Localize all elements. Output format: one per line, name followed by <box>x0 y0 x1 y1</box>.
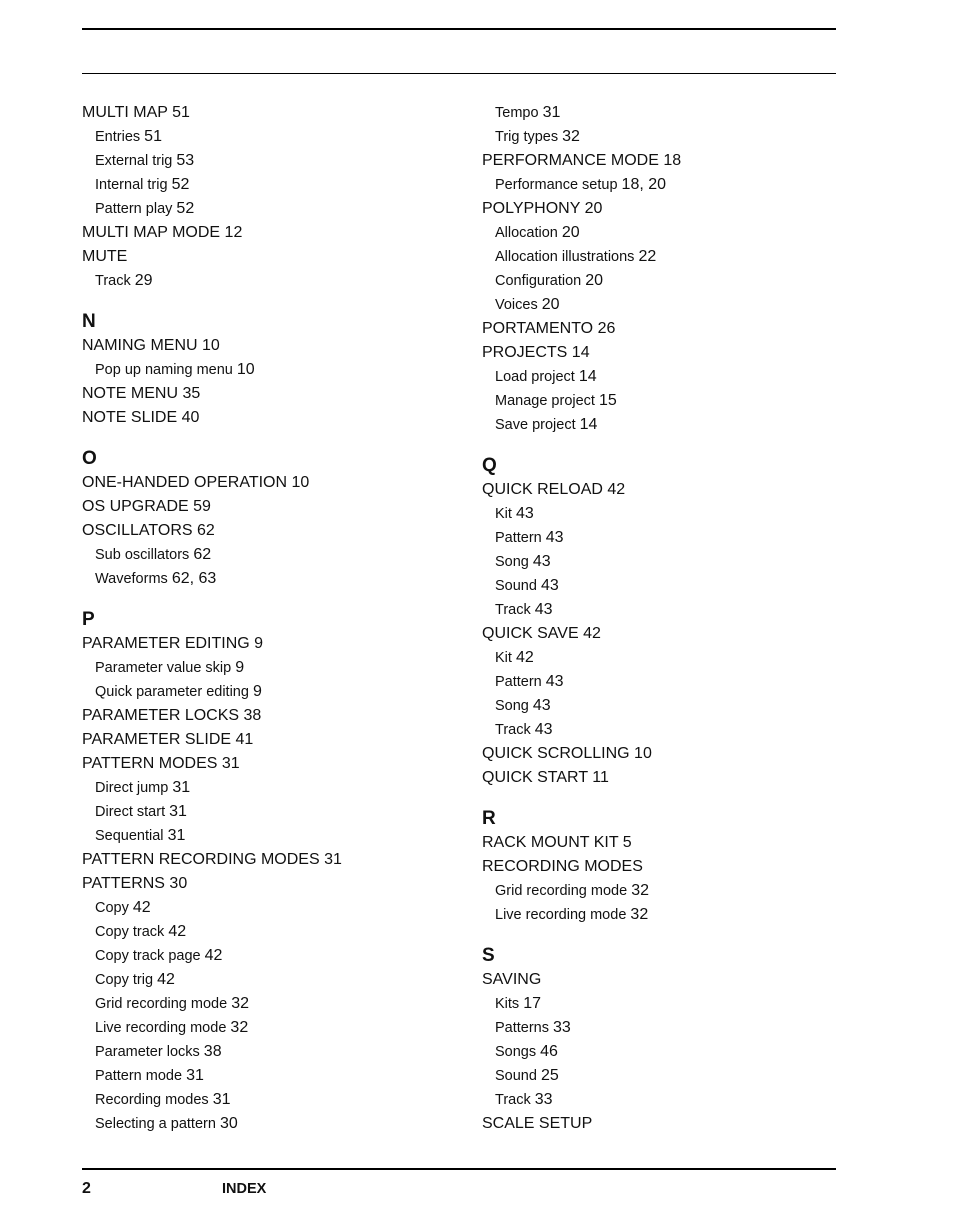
entry-page-ref: 33 <box>534 1091 553 1108</box>
entry-page-ref: 53 <box>176 152 195 169</box>
entry-page-ref: 9 <box>254 635 264 652</box>
index-subentry <box>82 800 462 824</box>
index-subentry <box>82 358 462 382</box>
entry-page-ref: 14 <box>571 344 590 361</box>
footer-section-title: INDEX <box>222 1181 267 1197</box>
entry-term: Pattern <box>495 530 542 546</box>
entry-page-ref: 20 <box>585 272 604 289</box>
entry-page-ref: 41 <box>235 731 254 748</box>
entry-term: Parameter locks <box>95 1044 200 1060</box>
header-rule-bottom <box>82 73 836 74</box>
entry-term: Recording modes <box>95 1092 209 1108</box>
entry-page-ref: 31 <box>542 104 561 121</box>
index-entry <box>82 101 462 125</box>
index-subentry <box>482 718 862 742</box>
index-subentry <box>82 968 462 992</box>
index-subentry <box>82 269 462 293</box>
index-subentry <box>482 1088 862 1112</box>
index-entry <box>482 742 862 766</box>
entry-term: MULTI MAP MODE <box>82 224 221 241</box>
entry-term: PATTERN RECORDING MODES <box>82 851 320 868</box>
entry-term: Waveforms <box>95 571 168 587</box>
entry-term: Manage project <box>495 393 595 409</box>
entry-term: PATTERNS <box>82 875 165 892</box>
index-entry <box>482 622 862 646</box>
index-subentry <box>482 365 862 389</box>
entry-page-ref: 9 <box>235 659 245 676</box>
index-subentry <box>482 550 862 574</box>
entry-term: MUTE <box>82 248 128 265</box>
entry-term: Kits <box>495 996 520 1012</box>
entry-term: QUICK START <box>482 769 588 786</box>
entry-term: PARAMETER LOCKS <box>82 707 240 724</box>
entry-term: PARAMETER SLIDE <box>82 731 232 748</box>
index-subentry <box>82 680 462 704</box>
entry-page-ref: 42 <box>168 923 187 940</box>
entry-term: External trig <box>95 153 173 169</box>
entry-term: Patterns <box>495 1020 549 1036</box>
index-column-left <box>82 101 462 1136</box>
entry-term: PERFORMANCE MODE <box>482 152 659 169</box>
entry-page-ref: 31 <box>212 1091 231 1108</box>
index-subentry <box>82 776 462 800</box>
entry-term: Track <box>95 273 131 289</box>
index-entry <box>82 728 462 752</box>
entry-page-ref: 43 <box>540 577 559 594</box>
index-entry <box>482 766 862 790</box>
entry-page-ref: 31 <box>167 827 186 844</box>
entry-page-ref: 43 <box>532 553 551 570</box>
entry-term: Selecting a pattern <box>95 1116 216 1132</box>
entry-term: PATTERN MODES <box>82 755 218 772</box>
index-entry <box>82 848 462 872</box>
entry-term: Performance setup <box>495 177 618 193</box>
entry-page-ref: 22 <box>638 248 657 265</box>
entry-page-ref: 43 <box>515 505 534 522</box>
entry-page-ref: 31 <box>169 803 187 820</box>
entry-term: NAMING MENU <box>82 337 198 354</box>
entry-page-ref: 14 <box>578 368 597 385</box>
index-entry <box>82 495 462 519</box>
entry-page-ref: 32 <box>562 128 580 145</box>
entry-term: Copy track <box>95 924 165 940</box>
entry-term: Copy track page <box>95 948 201 964</box>
entry-term: Song <box>495 554 529 570</box>
index-subentry <box>82 896 462 920</box>
entry-page-ref: 18 <box>663 152 682 169</box>
entry-term: RACK MOUNT KIT <box>482 834 619 851</box>
entry-page-ref: 62 <box>193 546 212 563</box>
index-subentry <box>482 293 862 317</box>
entry-term: Grid recording mode <box>95 996 228 1012</box>
entry-page-ref: 18, 20 <box>621 176 667 193</box>
entry-page-ref: 10 <box>236 361 255 378</box>
index-entry <box>82 519 462 543</box>
entry-page-ref: 42 <box>515 649 534 666</box>
index-entry <box>482 197 862 221</box>
entry-term: Pattern mode <box>95 1068 183 1084</box>
entry-page-ref: 12 <box>224 224 243 241</box>
entry-term: Trig types <box>495 129 559 145</box>
entry-page-ref: 9 <box>252 683 262 700</box>
index-subentry <box>82 197 462 221</box>
entry-term: POLYPHONY <box>482 200 581 217</box>
entry-term: Track <box>495 602 531 618</box>
index-entry <box>82 752 462 776</box>
header-rule-top <box>82 28 836 30</box>
index-subentry <box>82 149 462 173</box>
entry-page-ref: 15 <box>598 392 617 409</box>
entry-page-ref: 33 <box>553 1019 571 1036</box>
entry-page-ref: 42 <box>157 971 175 988</box>
entry-page-ref: 32 <box>231 995 249 1012</box>
entry-term: Kit <box>495 506 512 522</box>
index-subentry <box>482 413 862 437</box>
entry-term: PORTAMENTO <box>482 320 594 337</box>
entry-term: Copy <box>95 900 129 916</box>
entry-term: Save project <box>495 417 576 433</box>
index-entry <box>82 406 462 430</box>
entry-term: Kit <box>495 650 512 666</box>
index-subentry <box>482 646 862 670</box>
index-entry <box>82 872 462 896</box>
index-entry <box>82 245 462 269</box>
entry-page-ref: 31 <box>324 851 342 868</box>
index-subentry <box>482 1016 862 1040</box>
entry-page-ref: 26 <box>597 320 616 337</box>
index-subentry <box>482 389 862 413</box>
entry-term: Configuration <box>495 273 582 289</box>
entry-page-ref: 32 <box>230 1019 249 1036</box>
index-entry <box>482 341 862 365</box>
index-subentry <box>482 173 862 197</box>
entry-term: Sound <box>495 578 537 594</box>
index-subentry <box>482 879 862 903</box>
entry-page-ref: 42 <box>583 625 601 642</box>
entry-term: Copy trig <box>95 972 154 988</box>
index-subentry <box>482 526 862 550</box>
index-subentry <box>82 567 462 591</box>
index-entry <box>482 478 862 502</box>
entry-term: Track <box>495 722 531 738</box>
index-subentry <box>482 101 862 125</box>
index-subentry <box>82 944 462 968</box>
entry-page-ref: 32 <box>630 906 649 923</box>
entry-page-ref: 10 <box>202 337 220 354</box>
entry-page-ref: 25 <box>540 1067 559 1084</box>
index-subentry <box>482 992 862 1016</box>
entry-page-ref: 43 <box>532 697 551 714</box>
index-entry <box>82 632 462 656</box>
index-subentry <box>482 502 862 526</box>
entry-term: SCALE SETUP <box>482 1115 593 1132</box>
entry-page-ref: 20 <box>584 200 603 217</box>
index-subentry <box>82 920 462 944</box>
entry-page-ref: 20 <box>561 224 580 241</box>
entry-term: Entries <box>95 129 141 145</box>
index-entry <box>82 221 462 245</box>
index-subentry <box>82 543 462 567</box>
entry-page-ref: 31 <box>221 755 240 772</box>
entry-page-ref: 42 <box>607 481 626 498</box>
entry-page-ref: 52 <box>171 176 190 193</box>
entry-page-ref: 30 <box>219 1115 238 1132</box>
index-subentry <box>482 245 862 269</box>
index-subentry <box>82 824 462 848</box>
entry-term: Track <box>495 1092 531 1108</box>
entry-term: Pop up naming menu <box>95 362 233 378</box>
index-entry <box>482 968 862 992</box>
entry-page-ref: 62 <box>197 522 215 539</box>
entry-term: Quick parameter editing <box>95 684 249 700</box>
index-subentry <box>482 221 862 245</box>
index-subentry <box>82 1064 462 1088</box>
index-subentry <box>82 1112 462 1136</box>
index-subentry <box>482 269 862 293</box>
index-letter-heading: R <box>482 808 496 829</box>
entry-term: Sub oscillators <box>95 547 190 563</box>
index-subentry <box>82 1040 462 1064</box>
index-entry <box>482 855 862 879</box>
index-letter-heading: Q <box>482 455 497 476</box>
entry-term: Allocation <box>495 225 558 241</box>
entry-term: NOTE MENU <box>82 385 178 402</box>
entry-term: Sound <box>495 1068 537 1084</box>
entry-page-ref: 30 <box>169 875 188 892</box>
entry-term: Voices <box>495 297 538 313</box>
entry-term: Songs <box>495 1044 537 1060</box>
entry-page-ref: 43 <box>534 601 553 618</box>
entry-term: PARAMETER EDITING <box>82 635 250 652</box>
entry-term: Pattern play <box>95 201 173 217</box>
entry-term: Live recording mode <box>95 1020 227 1036</box>
index-letter-heading: O <box>82 448 97 469</box>
index-entry <box>482 317 862 341</box>
index-subentry <box>82 992 462 1016</box>
entry-term: NOTE SLIDE <box>82 409 178 426</box>
entry-page-ref: 42 <box>204 947 223 964</box>
entry-page-ref: 46 <box>540 1043 558 1060</box>
index-subentry <box>482 598 862 622</box>
entry-term: MULTI MAP <box>82 104 168 121</box>
index-subentry <box>482 903 862 927</box>
entry-page-ref: 10 <box>291 474 310 491</box>
entry-page-ref: 14 <box>579 416 598 433</box>
entry-term: Load project <box>495 369 575 385</box>
entry-page-ref: 5 <box>622 834 632 851</box>
entry-page-ref: 31 <box>172 779 191 796</box>
entry-page-ref: 43 <box>534 721 553 738</box>
entry-page-ref: 42 <box>132 899 151 916</box>
index-subentry <box>482 1040 862 1064</box>
entry-page-ref: 43 <box>545 529 564 546</box>
entry-page-ref: 31 <box>186 1067 204 1084</box>
entry-term: OSCILLATORS <box>82 522 193 539</box>
entry-page-ref: 10 <box>634 745 652 762</box>
entry-page-ref: 52 <box>176 200 195 217</box>
index-subentry <box>482 694 862 718</box>
entry-page-ref: 20 <box>541 296 560 313</box>
index-subentry <box>82 173 462 197</box>
index-subentry <box>82 1088 462 1112</box>
entry-term: OS UPGRADE <box>82 498 189 515</box>
index-subentry <box>82 1016 462 1040</box>
entry-page-ref: 43 <box>545 673 564 690</box>
index-subentry <box>482 670 862 694</box>
index-letter-heading: S <box>482 945 495 966</box>
entry-term: Tempo <box>495 105 539 121</box>
index-subentry <box>82 125 462 149</box>
index-entry <box>82 382 462 406</box>
index-subentry <box>482 574 862 598</box>
entry-page-ref: 51 <box>172 104 190 121</box>
index-letter-heading: P <box>82 609 95 630</box>
entry-term: PROJECTS <box>482 344 568 361</box>
index-subentry <box>82 656 462 680</box>
entry-page-ref: 59 <box>193 498 211 515</box>
index-entry <box>82 471 462 495</box>
entry-term: Grid recording mode <box>495 883 628 899</box>
entry-page-ref: 38 <box>203 1043 222 1060</box>
entry-term: Song <box>495 698 529 714</box>
entry-term: Direct start <box>95 804 166 820</box>
entry-term: Pattern <box>495 674 542 690</box>
index-subentry <box>482 125 862 149</box>
footer-page-number: 2 <box>82 1180 91 1197</box>
index-entry <box>82 704 462 728</box>
entry-term: Allocation illustrations <box>495 249 635 265</box>
entry-term: Sequential <box>95 828 164 844</box>
index-entry <box>82 334 462 358</box>
entry-page-ref: 51 <box>144 128 162 145</box>
entry-page-ref: 11 <box>592 769 609 786</box>
entry-term: QUICK RELOAD <box>482 481 603 498</box>
entry-page-ref: 17 <box>523 995 541 1012</box>
entry-term: ONE-HANDED OPERATION <box>82 474 288 491</box>
index-column-right <box>482 101 862 1136</box>
footer-rule <box>82 1168 836 1170</box>
entry-term: Live recording mode <box>495 907 627 923</box>
entry-term: Direct jump <box>95 780 169 796</box>
index-subentry <box>482 1064 862 1088</box>
index-entry <box>482 1112 862 1136</box>
entry-term: QUICK SCROLLING <box>482 745 630 762</box>
entry-page-ref: 32 <box>631 882 649 899</box>
index-letter-heading: N <box>82 311 96 332</box>
entry-page-ref: 35 <box>182 385 201 402</box>
entry-page-ref: 40 <box>181 409 200 426</box>
entry-term: RECORDING MODES <box>482 858 643 875</box>
index-entry <box>482 149 862 173</box>
entry-term: Internal trig <box>95 177 168 193</box>
index-entry <box>482 831 862 855</box>
entry-term: Parameter value skip <box>95 660 232 676</box>
entry-term: QUICK SAVE <box>482 625 579 642</box>
entry-term: SAVING <box>482 971 542 988</box>
entry-page-ref: 38 <box>243 707 262 724</box>
entry-page-ref: 62, 63 <box>171 570 217 587</box>
entry-page-ref: 29 <box>134 272 153 289</box>
